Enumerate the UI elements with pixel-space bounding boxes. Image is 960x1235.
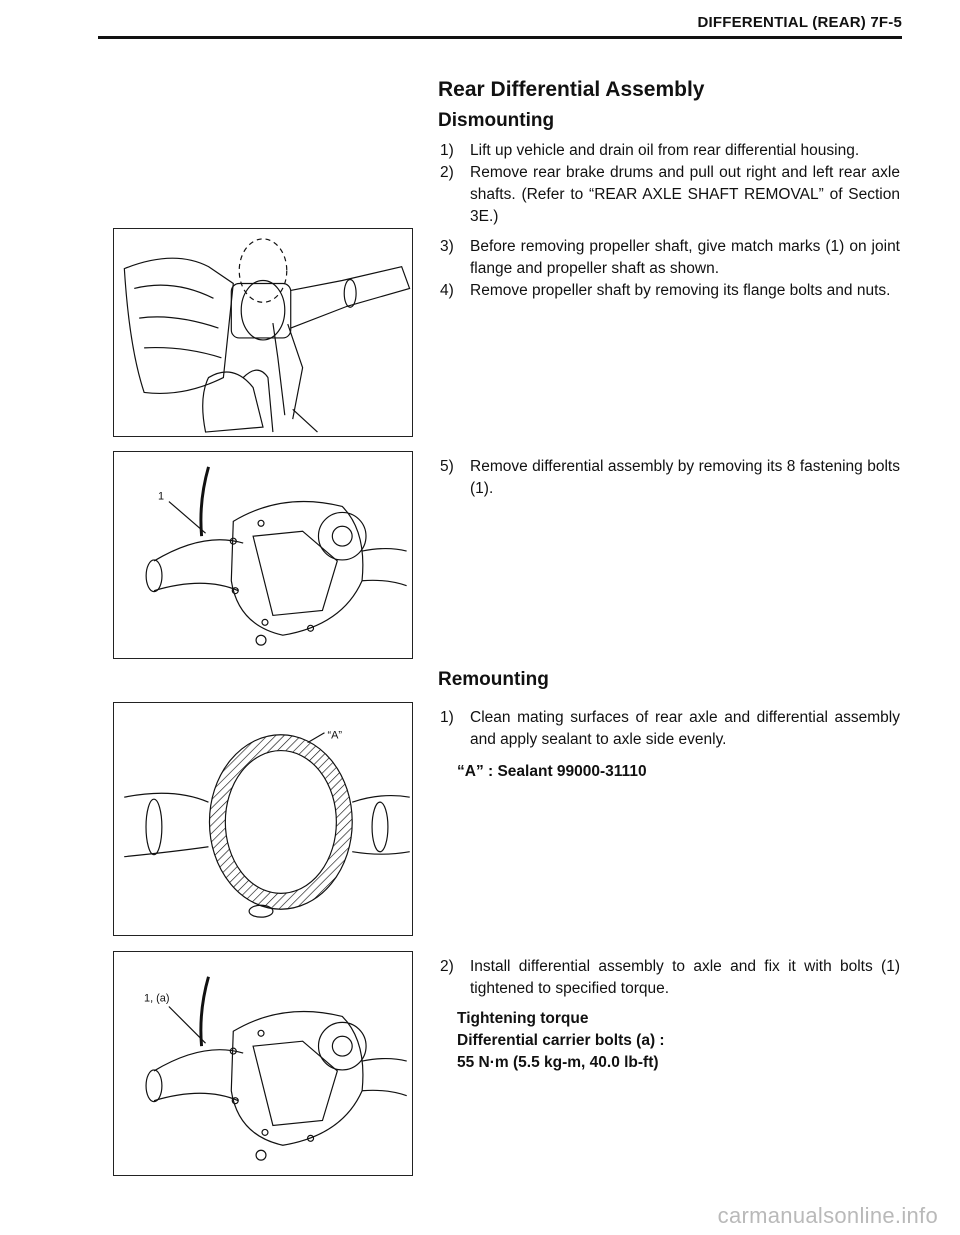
header-rule: [98, 36, 902, 39]
step-number: 2): [440, 958, 454, 975]
differential-bolts-illustration: [114, 452, 412, 658]
callout-label: 1: [158, 490, 165, 503]
install-bolts-illustration: [114, 952, 412, 1175]
step-text: Remove propeller shaft by removing its flange bolts and nuts.: [470, 282, 891, 299]
step-text: Remove rear brake drums and pull out right and left rear axle shafts. (Refer to “REAR AXLE SHAFT REMOVAL” of Section 3E.): [470, 164, 900, 225]
step-text: Install differential assembly to axle and fix it with bolts (1) tightened to specified torque.: [470, 958, 900, 997]
callout-label: “A”: [327, 729, 342, 742]
remounting-heading: Remounting: [438, 669, 549, 690]
step-item: [440, 456, 900, 500]
step-number: 2): [440, 164, 454, 181]
torque-label: Tightening torque: [457, 1010, 589, 1027]
step-item: [440, 236, 900, 280]
watermark: carmanualsonline.info: [717, 1203, 938, 1228]
step-item: [440, 162, 900, 228]
torque-value: 55 N·m (5.5 kg-m, 40.0 lb-ft): [457, 1054, 659, 1071]
step-text: Remove differential assembly by removing its 8 fastening bolts (1).: [470, 458, 900, 497]
step-item: [440, 140, 900, 162]
figure-sealant: [113, 702, 413, 936]
step-text: Clean mating surfaces of rear axle and differential assembly and apply sealant to axle side evenly.: [470, 709, 900, 748]
step-number: 3): [440, 238, 454, 255]
propeller-shaft-illustration: [114, 229, 412, 436]
sealant-illustration: [114, 703, 412, 935]
figure-install-bolts: [113, 951, 413, 1176]
step-number: 4): [440, 282, 454, 299]
figure-propeller-shaft: [113, 228, 413, 437]
step-number: 1): [440, 142, 454, 159]
callout-label: 1, (a): [144, 992, 170, 1005]
figure-differential-bolts: [113, 451, 413, 659]
dismounting-heading: Dismounting: [438, 110, 555, 131]
page-header-title: DIFFERENTIAL (REAR) 7F-5: [697, 14, 902, 31]
step-text: Before removing propeller shaft, give match marks (1) on joint flange and propeller shaft as shown.: [470, 238, 900, 277]
section-title: Rear Differential Assembly: [438, 78, 705, 101]
torque-item: Differential carrier bolts (a) :: [457, 1032, 665, 1049]
step-item: [440, 707, 900, 751]
sealant-spec: “A” : Sealant 99000-31110: [457, 763, 647, 780]
step-item: [440, 956, 900, 1000]
step-item: [440, 280, 900, 302]
step-number: 5): [440, 458, 454, 475]
step-number: 1): [440, 709, 454, 726]
step-text: Lift up vehicle and drain oil from rear differential housing.: [470, 142, 860, 159]
